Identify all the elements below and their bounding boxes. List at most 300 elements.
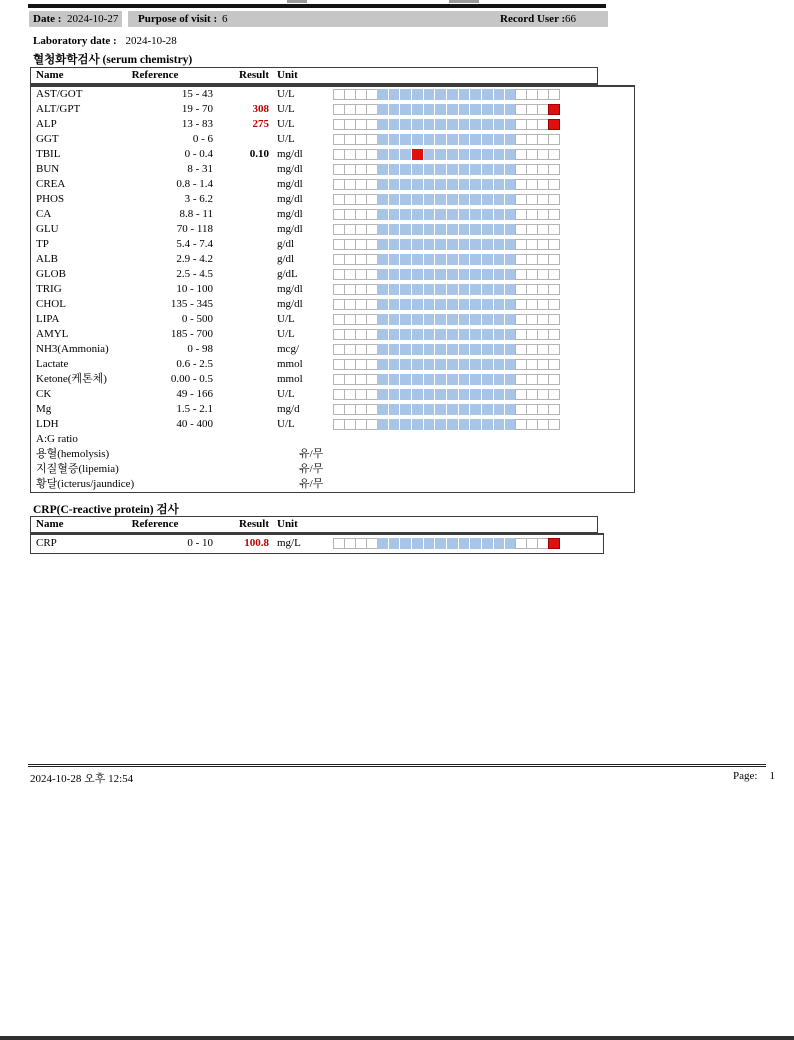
range-segment xyxy=(424,374,435,385)
range-segment xyxy=(389,329,400,340)
result-marker xyxy=(412,149,423,160)
test-name: BUN xyxy=(36,163,60,175)
range-segment xyxy=(459,374,470,385)
test-name: CREA xyxy=(36,178,66,190)
range-segment xyxy=(447,344,458,355)
purpose-of-visit-label: Purpose of visit : xyxy=(138,13,218,25)
range-segment xyxy=(459,179,470,190)
range-segment xyxy=(482,344,493,355)
range-segment xyxy=(389,104,400,115)
unit: mg/dl xyxy=(277,193,303,205)
range-segment xyxy=(459,538,470,549)
reference-range: 0 - 500 xyxy=(181,313,213,325)
range-segment xyxy=(424,224,435,235)
reference-range-bar xyxy=(333,254,560,265)
unit: U/L xyxy=(277,103,295,115)
range-segment xyxy=(377,329,388,340)
test-name: ALP xyxy=(36,118,57,130)
reference-range: 40 - 400 xyxy=(176,418,213,430)
reference-range-bar xyxy=(333,284,560,295)
range-segment xyxy=(389,89,400,100)
range-segment xyxy=(377,149,388,160)
in-range-band xyxy=(377,314,516,325)
range-box xyxy=(548,284,560,295)
range-segment xyxy=(412,419,423,430)
reference-range-bar xyxy=(333,419,560,430)
range-segment xyxy=(377,374,388,385)
reference-range-bar xyxy=(333,359,560,370)
range-box xyxy=(548,344,560,355)
range-segment xyxy=(377,209,388,220)
reference-range-bar xyxy=(333,209,560,220)
table-row xyxy=(31,147,634,162)
range-segment xyxy=(494,179,505,190)
presence-flag: 유/무 xyxy=(299,448,324,460)
table-row xyxy=(31,535,603,552)
in-range-band xyxy=(377,164,516,175)
test-name: ALT/GPT xyxy=(36,103,81,115)
result-value: 275 xyxy=(252,118,269,130)
range-segment xyxy=(424,344,435,355)
range-segment xyxy=(435,134,446,145)
range-segment xyxy=(447,89,458,100)
reference-range: 10 - 100 xyxy=(176,283,213,295)
unit: mg/dl xyxy=(277,283,303,295)
reference-range: 1.5 - 2.1 xyxy=(176,403,213,415)
range-segment xyxy=(435,389,446,400)
range-segment xyxy=(389,149,400,160)
range-segment xyxy=(412,344,423,355)
range-box xyxy=(548,239,560,250)
range-box xyxy=(548,224,560,235)
range-segment xyxy=(447,254,458,265)
in-range-band xyxy=(377,374,516,385)
in-range-band xyxy=(377,344,516,355)
footer-divider-rule xyxy=(28,764,766,767)
range-segment xyxy=(482,359,493,370)
range-segment xyxy=(424,149,435,160)
range-segment xyxy=(470,389,481,400)
range-segment xyxy=(389,404,400,415)
range-segment xyxy=(459,344,470,355)
range-segment xyxy=(482,179,493,190)
in-range-band xyxy=(377,284,516,295)
in-range-band xyxy=(377,269,516,280)
range-segment xyxy=(377,404,388,415)
range-segment xyxy=(482,209,493,220)
reference-range-bar xyxy=(333,194,560,205)
range-segment xyxy=(482,254,493,265)
range-segment xyxy=(494,374,505,385)
range-segment xyxy=(412,254,423,265)
range-segment xyxy=(389,314,400,325)
range-segment xyxy=(470,194,481,205)
range-segment xyxy=(482,374,493,385)
unit: U/L xyxy=(277,118,295,130)
in-range-band xyxy=(377,134,516,145)
test-name: CHOL xyxy=(36,298,66,310)
result-value: 308 xyxy=(252,103,269,115)
range-segment xyxy=(424,329,435,340)
range-segment xyxy=(435,239,446,250)
range-segment xyxy=(389,254,400,265)
reference-range: 135 - 345 xyxy=(170,298,213,310)
unit: g/dL xyxy=(277,268,298,280)
range-segment xyxy=(424,389,435,400)
range-segment xyxy=(447,299,458,310)
reference-range: 185 - 700 xyxy=(170,328,213,340)
range-segment xyxy=(412,104,423,115)
range-segment xyxy=(494,209,505,220)
range-box xyxy=(548,419,560,430)
range-segment xyxy=(424,89,435,100)
range-segment xyxy=(494,149,505,160)
range-segment xyxy=(377,314,388,325)
range-segment xyxy=(400,538,411,549)
range-segment xyxy=(424,359,435,370)
range-segment xyxy=(389,224,400,235)
table-row xyxy=(31,222,634,237)
range-segment xyxy=(377,419,388,430)
range-segment xyxy=(459,224,470,235)
reference-range-bar xyxy=(333,239,560,250)
range-box xyxy=(548,269,560,280)
range-segment xyxy=(459,239,470,250)
page-number: 1 xyxy=(769,770,775,782)
range-segment xyxy=(400,134,411,145)
range-box xyxy=(548,209,560,220)
in-range-band xyxy=(377,419,516,430)
range-segment xyxy=(459,314,470,325)
range-segment xyxy=(412,134,423,145)
range-segment xyxy=(447,374,458,385)
table-row xyxy=(31,357,634,372)
range-segment xyxy=(389,179,400,190)
serum-chemistry-section-title: 혈청화학검사 (serum chemistry) xyxy=(33,54,193,66)
range-segment xyxy=(470,149,481,160)
range-segment xyxy=(470,269,481,280)
range-segment xyxy=(447,149,458,160)
range-segment xyxy=(447,179,458,190)
range-segment xyxy=(412,329,423,340)
reference-range-bar xyxy=(333,389,560,400)
range-segment xyxy=(447,194,458,205)
range-segment xyxy=(412,538,423,549)
range-segment xyxy=(400,269,411,280)
test-name: LDH xyxy=(36,418,59,430)
serum-table-header xyxy=(30,67,598,85)
range-segment xyxy=(470,89,481,100)
range-segment xyxy=(459,119,470,130)
cutoff-text-fragment xyxy=(449,0,479,3)
range-segment xyxy=(389,194,400,205)
range-segment xyxy=(400,164,411,175)
table-row xyxy=(31,297,634,312)
column-header-unit: Unit xyxy=(277,518,298,530)
range-segment xyxy=(377,254,388,265)
range-segment xyxy=(424,194,435,205)
presence-flag: 유/무 xyxy=(299,478,324,490)
reference-range: 2.5 - 4.5 xyxy=(176,268,213,280)
range-segment xyxy=(494,538,505,549)
range-segment xyxy=(377,119,388,130)
range-segment xyxy=(494,119,505,130)
range-segment xyxy=(400,299,411,310)
range-segment xyxy=(459,284,470,295)
range-segment xyxy=(447,209,458,220)
test-name: GLU xyxy=(36,223,59,235)
test-name: GGT xyxy=(36,133,59,145)
range-segment xyxy=(435,419,446,430)
table-row xyxy=(31,282,634,297)
range-segment xyxy=(400,329,411,340)
range-segment xyxy=(482,419,493,430)
range-segment xyxy=(412,404,423,415)
result-value: 100.8 xyxy=(244,537,269,549)
table-row xyxy=(31,417,634,432)
range-segment xyxy=(447,224,458,235)
range-segment xyxy=(447,419,458,430)
range-segment xyxy=(389,344,400,355)
range-segment xyxy=(400,344,411,355)
test-name: LIPA xyxy=(36,313,60,325)
range-box xyxy=(548,254,560,265)
range-segment xyxy=(494,344,505,355)
unit: U/L xyxy=(277,388,295,400)
in-range-band xyxy=(377,209,516,220)
range-box xyxy=(548,359,560,370)
date-header-bar xyxy=(29,11,122,27)
column-header-result: Result xyxy=(239,518,269,530)
range-segment xyxy=(377,269,388,280)
reference-range: 49 - 166 xyxy=(176,388,213,400)
presence-flag: 유/무 xyxy=(299,463,324,475)
crp-table-body xyxy=(30,533,604,554)
test-name: GLOB xyxy=(36,268,66,280)
range-segment xyxy=(424,239,435,250)
range-segment xyxy=(412,239,423,250)
table-row xyxy=(31,87,634,102)
range-segment xyxy=(377,239,388,250)
in-range-band xyxy=(377,254,516,265)
range-segment xyxy=(435,89,446,100)
range-segment xyxy=(424,209,435,220)
range-box xyxy=(548,194,560,205)
test-name: TRIG xyxy=(36,283,62,295)
range-segment xyxy=(459,329,470,340)
result-marker xyxy=(548,538,560,549)
range-segment xyxy=(424,284,435,295)
range-segment xyxy=(447,329,458,340)
range-segment xyxy=(412,209,423,220)
range-segment xyxy=(470,179,481,190)
range-segment xyxy=(400,89,411,100)
range-segment xyxy=(389,284,400,295)
range-segment xyxy=(482,538,493,549)
range-segment xyxy=(459,89,470,100)
range-segment xyxy=(482,299,493,310)
range-segment xyxy=(377,194,388,205)
in-range-band xyxy=(377,149,516,160)
test-name: Ketone(케톤체) xyxy=(36,373,107,385)
purpose-of-visit-value: 6 xyxy=(222,13,228,25)
range-segment xyxy=(377,344,388,355)
table-row xyxy=(31,162,634,177)
reference-range: 19 - 70 xyxy=(181,103,213,115)
range-segment xyxy=(494,359,505,370)
range-segment xyxy=(447,389,458,400)
range-segment xyxy=(389,134,400,145)
range-segment xyxy=(482,329,493,340)
table-row xyxy=(31,132,634,147)
test-name: 황달(icterus/jaundice) xyxy=(36,478,135,490)
reference-range-bar xyxy=(333,224,560,235)
range-segment xyxy=(424,419,435,430)
reference-range-bar xyxy=(333,329,560,340)
range-segment xyxy=(435,329,446,340)
range-segment xyxy=(447,314,458,325)
reference-range: 0.6 - 2.5 xyxy=(176,358,213,370)
range-box xyxy=(548,374,560,385)
reference-range-bar xyxy=(333,269,560,280)
reference-range: 2.9 - 4.2 xyxy=(176,253,213,265)
range-segment xyxy=(377,538,388,549)
in-range-band xyxy=(377,239,516,250)
in-range-band xyxy=(377,119,516,130)
unit: U/L xyxy=(277,133,295,145)
range-segment xyxy=(389,359,400,370)
in-range-band xyxy=(377,194,516,205)
range-segment xyxy=(494,284,505,295)
table-row xyxy=(31,102,634,117)
range-segment xyxy=(412,89,423,100)
range-segment xyxy=(377,224,388,235)
range-segment xyxy=(400,119,411,130)
range-segment xyxy=(447,164,458,175)
range-segment xyxy=(470,344,481,355)
range-segment xyxy=(400,254,411,265)
range-segment xyxy=(435,149,446,160)
range-segment xyxy=(400,209,411,220)
range-segment xyxy=(459,209,470,220)
range-segment xyxy=(482,284,493,295)
range-segment xyxy=(447,284,458,295)
table-row xyxy=(31,432,634,447)
range-segment xyxy=(482,149,493,160)
in-range-band xyxy=(377,329,516,340)
range-segment xyxy=(494,254,505,265)
range-segment xyxy=(389,389,400,400)
range-segment xyxy=(459,404,470,415)
page-label: Page: xyxy=(733,770,758,782)
table-row xyxy=(31,237,634,252)
reference-range: 13 - 83 xyxy=(181,118,213,130)
range-segment xyxy=(412,314,423,325)
reference-range-bar xyxy=(333,164,560,175)
test-name: A:G ratio xyxy=(36,433,78,445)
range-segment xyxy=(424,299,435,310)
range-segment xyxy=(447,269,458,280)
range-segment xyxy=(435,179,446,190)
column-header-name: Name xyxy=(36,69,64,81)
range-segment xyxy=(435,104,446,115)
reference-range-bar xyxy=(333,374,560,385)
serum-table-body xyxy=(30,85,635,493)
table-row xyxy=(31,372,634,387)
range-segment xyxy=(482,164,493,175)
range-segment xyxy=(482,404,493,415)
range-segment xyxy=(377,134,388,145)
laboratory-date-line xyxy=(33,35,177,47)
range-segment xyxy=(435,269,446,280)
range-segment xyxy=(482,134,493,145)
result-marker xyxy=(548,104,560,115)
reference-range: 8 - 31 xyxy=(187,163,213,175)
reference-range: 8.8 - 11 xyxy=(179,208,213,220)
in-range-band xyxy=(377,359,516,370)
test-name: CA xyxy=(36,208,52,220)
range-segment xyxy=(377,104,388,115)
in-range-band xyxy=(377,404,516,415)
range-segment xyxy=(424,104,435,115)
table-row xyxy=(31,447,634,462)
visit-record-header-bar xyxy=(128,11,608,27)
range-segment xyxy=(400,239,411,250)
bottom-page-edge-bar xyxy=(0,1036,794,1040)
range-segment xyxy=(412,224,423,235)
test-name: CRP xyxy=(36,537,57,549)
reference-range: 0 - 98 xyxy=(187,343,213,355)
reference-range-bar xyxy=(333,314,560,325)
range-segment xyxy=(400,224,411,235)
table-row xyxy=(31,252,634,267)
range-segment xyxy=(470,254,481,265)
range-segment xyxy=(447,104,458,115)
range-segment xyxy=(494,239,505,250)
range-segment xyxy=(424,314,435,325)
table-row xyxy=(31,117,634,132)
column-header-reference: Reference xyxy=(131,518,179,530)
range-segment xyxy=(470,134,481,145)
range-segment xyxy=(389,374,400,385)
test-name: NH3(Ammonia) xyxy=(36,343,109,355)
range-segment xyxy=(470,374,481,385)
in-range-band xyxy=(377,104,516,115)
range-segment xyxy=(470,239,481,250)
range-segment xyxy=(447,538,458,549)
range-segment xyxy=(412,194,423,205)
range-segment xyxy=(494,314,505,325)
range-segment xyxy=(377,389,388,400)
range-segment xyxy=(459,389,470,400)
table-row xyxy=(31,267,634,282)
unit: mcg/ xyxy=(277,343,299,355)
range-segment xyxy=(470,104,481,115)
unit: mg/dl xyxy=(277,208,303,220)
range-segment xyxy=(470,209,481,220)
test-name: 용혈(hemolysis) xyxy=(36,448,110,460)
laboratory-date-value: 2024-10-28 xyxy=(125,35,177,47)
record-user-value: 66 xyxy=(565,13,576,25)
range-segment xyxy=(412,374,423,385)
unit: mg/dl xyxy=(277,163,303,175)
range-segment xyxy=(459,269,470,280)
unit: mg/dl xyxy=(277,298,303,310)
test-name: TP xyxy=(36,238,49,250)
range-segment xyxy=(470,314,481,325)
cutoff-text-fragment xyxy=(287,0,307,3)
table-row xyxy=(31,327,634,342)
